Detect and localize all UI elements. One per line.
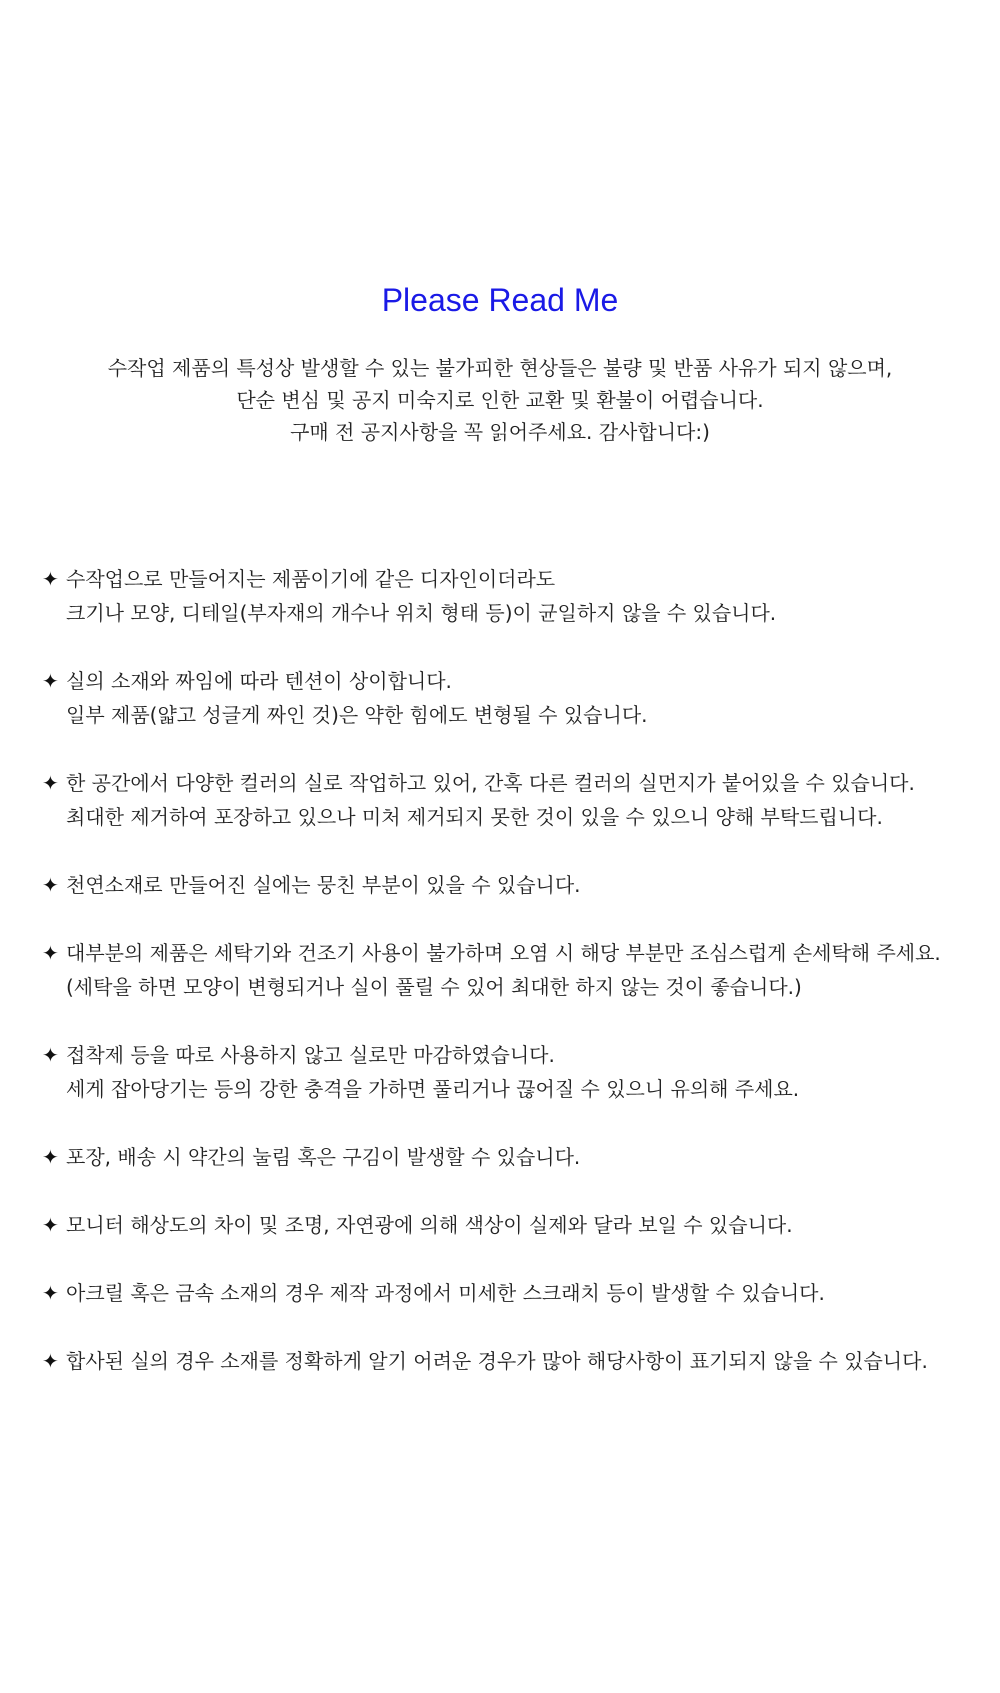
notice-text: (세탁을 하면 모양이 변형되거나 실이 풀릴 수 있어 최대한 하지 않는 것이 좋습니다.) [66,975,802,999]
notice-item [42,1276,972,1310]
notice-item [42,936,972,1004]
notice-item [42,1038,972,1106]
intro-line: 수작업 제품의 특성상 발생할 수 있는 불가피한 현상들은 불량 및 반품 사유가 되지 않으며, [107,356,893,380]
notice-text: 아크릴 혹은 금속 소재의 경우 제작 과정에서 미세한 스크래치 등이 발생할 수 있습니다. [66,1281,825,1305]
intro-line: 단순 변심 및 공지 미숙지로 인한 교환 및 환불이 어렵습니다. [236,388,764,412]
notice-item [42,1140,972,1174]
notice-text: 천연소재로 만들어진 실에는 뭉친 부분이 있을 수 있습니다. [66,873,581,897]
notice-list [42,562,972,1412]
intro-paragraph [60,352,940,448]
four-pointed-star-icon: ✦ [42,669,59,693]
notice-text: 대부분의 제품은 세탁기와 건조기 사용이 불가하며 오염 시 해당 부분만 조심스럽게 손세탁해 주세요. [66,941,941,965]
notice-text: 수작업으로 만들어지는 제품이기에 같은 디자인이더라도 [66,567,556,591]
notice-text: 모니터 해상도의 차이 및 조명, 자연광에 의해 색상이 실제와 달라 보일 수 있습니다. [66,1213,793,1237]
notice-text: 실의 소재와 짜임에 따라 텐션이 상이합니다. [66,669,452,693]
notice-item [42,562,972,630]
four-pointed-star-icon: ✦ [42,1213,59,1237]
notice-item [42,664,972,732]
four-pointed-star-icon: ✦ [42,873,59,897]
four-pointed-star-icon: ✦ [42,1145,59,1169]
four-pointed-star-icon: ✦ [42,1281,59,1305]
notice-item [42,868,972,902]
notice-text: 세게 잡아당기는 등의 강한 충격을 가하면 풀리거나 끊어질 수 있으니 유의해 주세요. [66,1077,800,1101]
notice-text: 포장, 배송 시 약간의 눌림 혹은 구김이 발생할 수 있습니다. [66,1145,581,1169]
notice-text: 크기나 모양, 디테일(부자재의 개수나 위치 형태 등)이 균일하지 않을 수 있습니다. [66,601,777,625]
notice-item [42,766,972,834]
page-title: Please Read Me [381,282,619,318]
four-pointed-star-icon: ✦ [42,771,59,795]
notice-text: 합사된 실의 경우 소재를 정확하게 알기 어려운 경우가 많아 해당사항이 표기되지 않을 수 있습니다. [66,1349,928,1373]
four-pointed-star-icon: ✦ [42,941,59,965]
notice-text: 한 공간에서 다양한 컬러의 실로 작업하고 있어, 간혹 다른 컬러의 실먼지가 붙어있을 수 있습니다. [66,771,915,795]
four-pointed-star-icon: ✦ [42,567,59,591]
notice-text: 일부 제품(얇고 성글게 짜인 것)은 약한 힘에도 변형될 수 있습니다. [66,703,648,727]
notice-text: 최대한 제거하여 포장하고 있으나 미처 제거되지 못한 것이 있을 수 있으니 양해 부탁드립니다. [66,805,883,829]
notice-item [42,1208,972,1242]
notice-item [42,1344,972,1378]
four-pointed-star-icon: ✦ [42,1043,59,1067]
intro-line: 구매 전 공지사항을 꼭 읽어주세요. 감사합니다:) [290,420,710,444]
notice-text: 접착제 등을 따로 사용하지 않고 실로만 마감하였습니다. [66,1043,555,1067]
four-pointed-star-icon: ✦ [42,1349,59,1373]
